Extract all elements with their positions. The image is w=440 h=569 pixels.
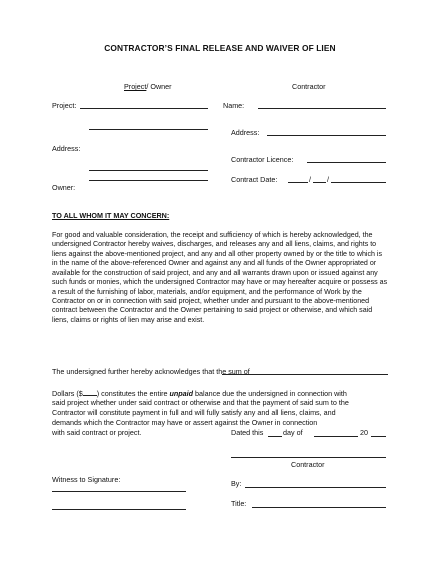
address-label-left: Address: [52,144,81,153]
contract-date-label: Contract Date: [231,175,278,184]
project-field[interactable] [80,108,208,109]
licence-field[interactable] [307,162,386,163]
owner-header-label: / Owner [146,82,172,91]
project-header-label: Project [124,82,147,91]
address-label-right: Address: [231,128,260,137]
title-label: Title: [231,499,247,508]
title-field[interactable] [252,507,386,508]
name-field[interactable] [258,108,386,109]
dated-month-field[interactable] [314,436,358,437]
release-paragraph: For good and valuable consideration, the receipt and sufficiency of which is hereby acknowledged, the undersigned Contractor hereby waives, discharges, and releases any and all liens, claims, and rights to liens against the above-mentioned project, and any and all other property owned by or the title to which is in the name of the above-referenced Owner and against any and all funds of the Owner appropriated or available for the construction of said project, and any and all warrants drawn upon or issued against any such funds or monies, which the undersigned Contractor may have or may hereafter acquire or possess as a result of the furnishing of labor, materials, and/or equipment, and the performance of Work by the Contractor on or in connection with said project, whether under and pursuant to the above-mentioned contract between the Contractor and the Owner pertaining to said project or otherwise, and which said liens, claims or rights of lien may arise and exist. [52,231,388,324]
address-field-right[interactable] [267,135,386,136]
sum-of-text: The undersigned further hereby acknowledges that the sum of [52,367,250,376]
year-prefix-label: 20 [360,428,368,437]
dollars-text-c: balance due the undersigned in connection with [195,389,347,398]
by-signature-field[interactable] [245,487,386,488]
project-label: Project: [52,101,77,110]
sum-amount-field[interactable] [222,374,388,375]
dated-year-field[interactable] [371,436,386,437]
contract-date-month-field[interactable] [288,182,308,183]
witness-signature-field[interactable] [52,491,186,492]
contract-date-day-field[interactable] [313,182,326,183]
date-separator: / [309,175,311,184]
project-field-line-2[interactable] [89,129,208,130]
dollar-amount-field[interactable] [83,388,97,396]
owner-label: Owner: [52,183,76,192]
payment-text-line-1: said project whether under said contract or otherwise and that the payment of said sum to the [52,398,349,407]
witness-name-field[interactable] [52,509,186,510]
payment-text-line-2: Contractor will constitute payment in full and will fully satisfy any and all liens, claims, and [52,408,336,417]
by-label: By: [231,479,242,488]
date-separator: / [327,175,329,184]
concern-heading: TO ALL WHOM IT MAY CONCERN: [52,211,170,220]
payment-text-line-3: demands which the Contractor may have or assert against the Owner in connection [52,418,318,427]
address-field-left-line-2[interactable] [89,180,208,181]
dollars-label: Dollars ($ [52,389,83,398]
address-field-left[interactable] [89,170,208,171]
dated-this-label: Dated this [231,428,264,437]
document-title: CONTRACTOR’S FINAL RELEASE AND WAIVER OF LIEN [104,43,336,53]
dollars-text-b: ) constitutes the entire [96,389,168,398]
witness-label: Witness to Signature: [52,475,121,484]
dated-day-field[interactable] [268,436,282,437]
contract-date-year-field[interactable] [331,182,386,183]
name-label: Name: [223,101,245,110]
left-column-header [124,82,172,92]
contractor-signature-caption: Contractor [291,460,325,469]
day-of-label: day of [283,428,303,437]
licence-label: Contractor Licence: [231,155,294,164]
right-column-header: Contractor [292,82,326,91]
payment-text-line-4: with said contract or project. [52,428,142,437]
unpaid-emphasis: unpaid [169,389,194,398]
contractor-signature-line[interactable] [231,457,386,458]
